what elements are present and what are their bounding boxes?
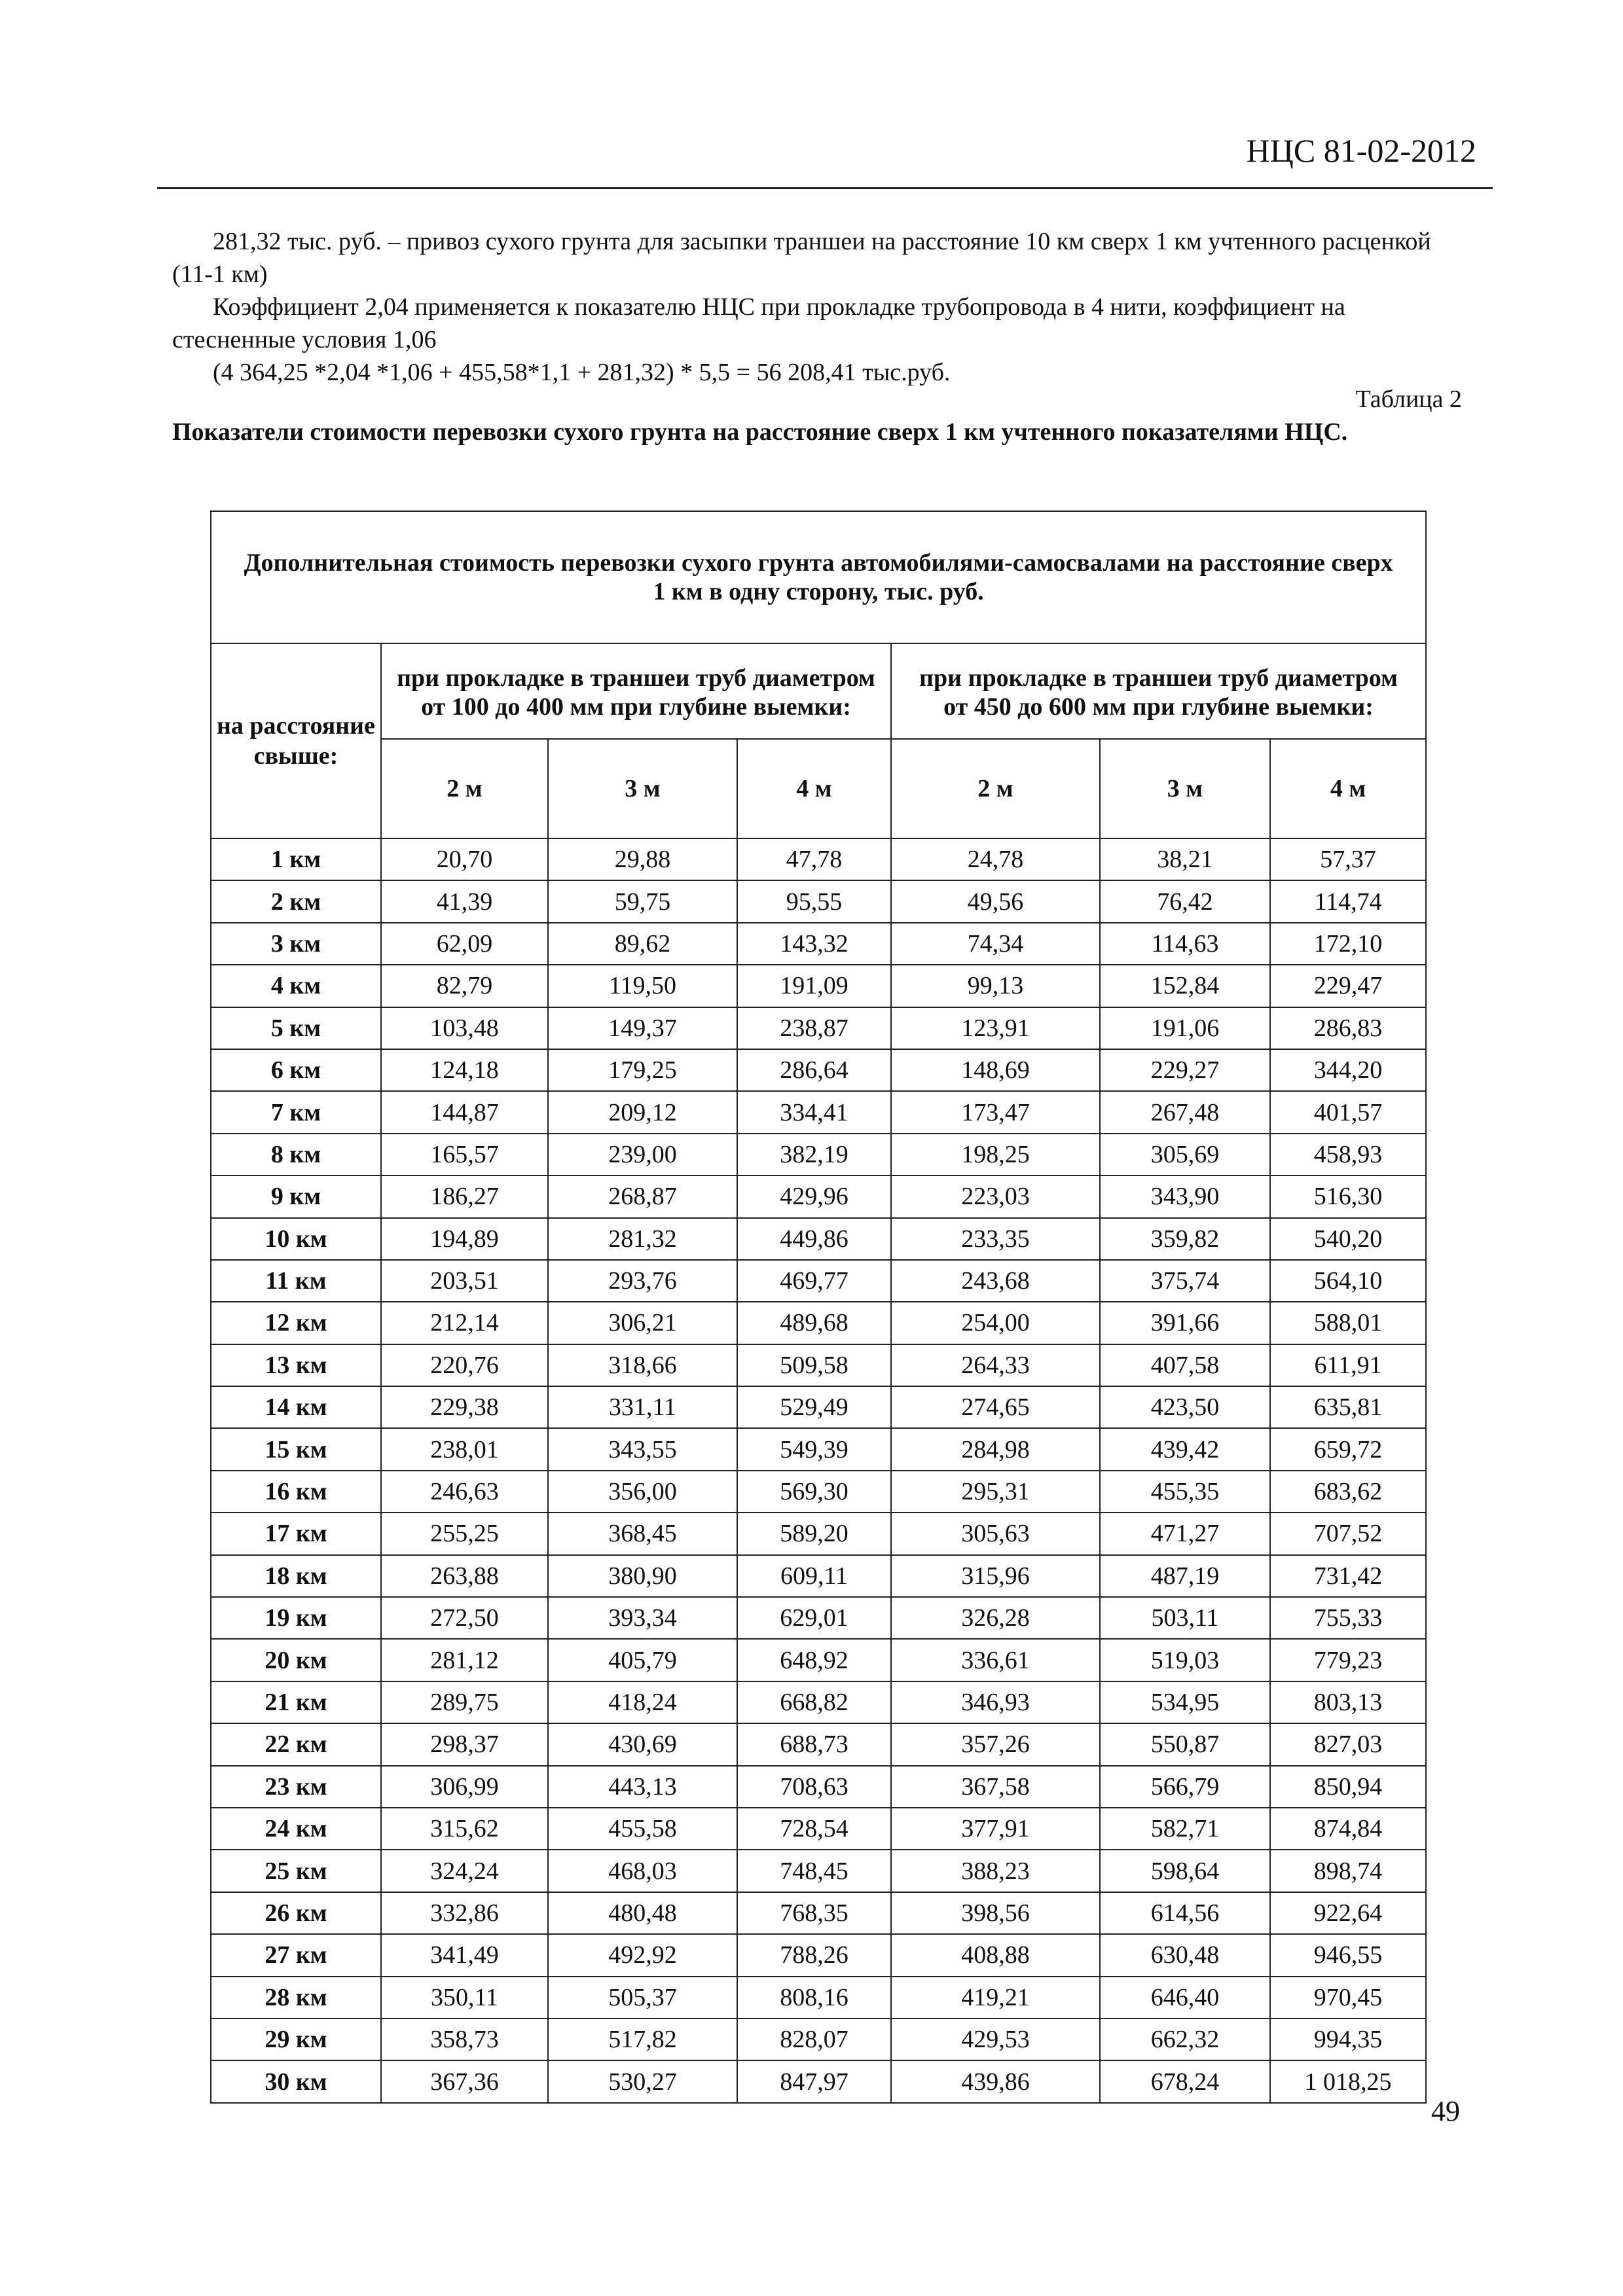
cost-cell: 289,75: [381, 1681, 548, 1723]
cost-cell: 614,56: [1100, 1892, 1270, 1934]
cost-cell: 144,87: [381, 1091, 548, 1133]
cost-cell: 254,00: [891, 1302, 1100, 1344]
cost-cell: 646,40: [1100, 1977, 1270, 2018]
cost-cell: 503,11: [1100, 1597, 1270, 1639]
cost-cell: 149,37: [548, 1007, 737, 1049]
cost-cell: 850,94: [1270, 1766, 1426, 1808]
distance-cell: 18 км: [211, 1555, 381, 1597]
cost-cell: 238,87: [737, 1007, 891, 1049]
cost-cell: 318,66: [548, 1344, 737, 1386]
table-row: [211, 1218, 1426, 1260]
cost-cell: 229,47: [1270, 965, 1426, 1007]
cost-cell: 357,26: [891, 1723, 1100, 1765]
cost-cell: 114,63: [1100, 923, 1270, 965]
cost-cell: 82,79: [381, 965, 548, 1007]
cost-cell: 748,45: [737, 1850, 891, 1892]
cost-cell: 350,11: [381, 1977, 548, 2018]
cost-cell: 47,78: [737, 838, 891, 880]
cost-cell: 480,48: [548, 1892, 737, 1934]
cost-cell: 419,21: [891, 1977, 1100, 2018]
table-row: [211, 1175, 1426, 1217]
cost-cell: 405,79: [548, 1639, 737, 1681]
table-number: Таблица 2: [1355, 386, 1462, 413]
cost-cell: 238,01: [381, 1428, 548, 1470]
distance-cell: 14 км: [211, 1386, 381, 1428]
cost-cell: 455,35: [1100, 1471, 1270, 1513]
cost-cell: 549,39: [737, 1428, 891, 1470]
distance-cell: 29 км: [211, 2018, 381, 2060]
table-row: [211, 1471, 1426, 1513]
cost-cell: 179,25: [548, 1049, 737, 1091]
cost-cell: 443,13: [548, 1766, 737, 1808]
table-row: [211, 1428, 1426, 1470]
cost-cell: 264,33: [891, 1344, 1100, 1386]
distance-cell: 11 км: [211, 1260, 381, 1302]
cost-cell: 367,58: [891, 1766, 1100, 1808]
cost-cell: 284,98: [891, 1428, 1100, 1470]
cost-cell: 76,42: [1100, 880, 1270, 922]
table-row: [211, 1681, 1426, 1723]
cost-cell: 429,53: [891, 2018, 1100, 2060]
distance-cell: 21 км: [211, 1681, 381, 1723]
distance-cell: 27 км: [211, 1934, 381, 1976]
group-header-450-600: при прокладке в траншеи труб диаметром от 450 до 600 мм при глубине выемки:: [891, 643, 1426, 739]
cost-cell: 148,69: [891, 1049, 1100, 1091]
cost-cell: 62,09: [381, 923, 548, 965]
cost-cell: 255,25: [381, 1513, 548, 1554]
cost-cell: 286,83: [1270, 1007, 1426, 1049]
cost-cell: 659,72: [1270, 1428, 1426, 1470]
page-number: 49: [1431, 2095, 1460, 2127]
cost-cell: 99,13: [891, 965, 1100, 1007]
cost-cell: 808,16: [737, 1977, 891, 2018]
table-row: [211, 880, 1426, 922]
cost-cell: 635,81: [1270, 1386, 1426, 1428]
cost-cell: 382,19: [737, 1134, 891, 1175]
cost-cell: 408,88: [891, 1934, 1100, 1976]
cost-cell: 509,58: [737, 1344, 891, 1386]
distance-cell: 1 км: [211, 838, 381, 880]
cost-cell: 534,95: [1100, 1681, 1270, 1723]
cost-cell: 611,91: [1270, 1344, 1426, 1386]
depth-header: 3 м: [548, 739, 737, 838]
cost-cell: 519,03: [1100, 1639, 1270, 1681]
cost-cell: 194,89: [381, 1218, 548, 1260]
cost-cell: 293,76: [548, 1260, 737, 1302]
cost-cell: 668,82: [737, 1681, 891, 1723]
cost-cell: 239,00: [548, 1134, 737, 1175]
intro-text: [172, 225, 1462, 389]
cost-cell: 874,84: [1270, 1808, 1426, 1850]
table-row: [211, 1260, 1426, 1302]
distance-cell: 25 км: [211, 1850, 381, 1892]
cost-cell: 367,36: [381, 2060, 548, 2102]
cost-cell: 243,68: [891, 1260, 1100, 1302]
table-row: [211, 2060, 1426, 2102]
cost-cell: 529,49: [737, 1386, 891, 1428]
cost-cell: 95,55: [737, 880, 891, 922]
table-row: [211, 1808, 1426, 1850]
cost-cell: 358,73: [381, 2018, 548, 2060]
cost-cell: 828,07: [737, 2018, 891, 2060]
cost-cell: 566,79: [1100, 1766, 1270, 1808]
cost-cell: 401,57: [1270, 1091, 1426, 1133]
cost-cell: 418,24: [548, 1681, 737, 1723]
cost-cell: 505,37: [548, 1977, 737, 2018]
cost-cell: 119,50: [548, 965, 737, 1007]
cost-cell: 439,42: [1100, 1428, 1270, 1470]
cost-cell: 295,31: [891, 1471, 1100, 1513]
cost-cell: 728,54: [737, 1808, 891, 1850]
cost-cell: 788,26: [737, 1934, 891, 1976]
document-code: НЦС 81-02-2012: [1246, 132, 1476, 169]
cost-table: [210, 511, 1427, 2104]
cost-cell: 343,90: [1100, 1175, 1270, 1217]
table-row: [211, 965, 1426, 1007]
table-body: [211, 838, 1426, 2103]
cost-cell: 492,92: [548, 1934, 737, 1976]
cost-cell: 74,34: [891, 923, 1100, 965]
cost-cell: 59,75: [548, 880, 737, 922]
cost-cell: 898,74: [1270, 1850, 1426, 1892]
depth-header: 4 м: [737, 739, 891, 838]
cost-cell: 315,96: [891, 1555, 1100, 1597]
distance-cell: 6 км: [211, 1049, 381, 1091]
cost-cell: 550,87: [1100, 1723, 1270, 1765]
cost-cell: 123,91: [891, 1007, 1100, 1049]
distance-cell: 24 км: [211, 1808, 381, 1850]
cost-cell: 191,06: [1100, 1007, 1270, 1049]
cost-cell: 375,74: [1100, 1260, 1270, 1302]
cost-cell: 305,69: [1100, 1134, 1270, 1175]
cost-cell: 368,45: [548, 1513, 737, 1554]
depth-header: 3 м: [1100, 739, 1270, 838]
cost-cell: 57,37: [1270, 838, 1426, 880]
table-row: [211, 1723, 1426, 1765]
table-row: [211, 1892, 1426, 1934]
distance-cell: 4 км: [211, 965, 381, 1007]
cost-cell: 24,78: [891, 838, 1100, 880]
cost-cell: 114,74: [1270, 880, 1426, 922]
header-rule: [157, 187, 1493, 189]
cost-cell: 827,03: [1270, 1723, 1426, 1765]
cost-cell: 582,71: [1100, 1808, 1270, 1850]
cost-cell: 306,99: [381, 1766, 548, 1808]
cost-cell: 49,56: [891, 880, 1100, 922]
cost-cell: 731,42: [1270, 1555, 1426, 1597]
cost-cell: 516,30: [1270, 1175, 1426, 1217]
distance-column-header: на расстояние свыше:: [211, 643, 381, 838]
cost-cell: 281,32: [548, 1218, 737, 1260]
distance-cell: 26 км: [211, 1892, 381, 1934]
distance-cell: 7 км: [211, 1091, 381, 1133]
cost-cell: 198,25: [891, 1134, 1100, 1175]
cost-cell: 439,86: [891, 2060, 1100, 2102]
distance-cell: 15 км: [211, 1428, 381, 1470]
cost-cell: 469,77: [737, 1260, 891, 1302]
table-row: [211, 1344, 1426, 1386]
depth-header: 2 м: [891, 739, 1100, 838]
cost-cell: 191,09: [737, 965, 891, 1007]
cost-cell: 530,27: [548, 2060, 737, 2102]
table-row: [211, 1302, 1426, 1344]
cost-cell: 103,48: [381, 1007, 548, 1049]
cost-cell: 29,88: [548, 838, 737, 880]
cost-cell: 922,64: [1270, 1892, 1426, 1934]
table-row: [211, 923, 1426, 965]
table-row: [211, 1766, 1426, 1808]
cost-cell: 471,27: [1100, 1513, 1270, 1554]
cost-cell: 172,10: [1270, 923, 1426, 965]
table-row: [211, 2018, 1426, 2060]
cost-cell: 564,10: [1270, 1260, 1426, 1302]
cost-cell: 263,88: [381, 1555, 548, 1597]
cost-cell: 407,58: [1100, 1344, 1270, 1386]
distance-cell: 9 км: [211, 1175, 381, 1217]
cost-cell: 152,84: [1100, 965, 1270, 1007]
cost-cell: 233,35: [891, 1218, 1100, 1260]
cost-cell: 41,39: [381, 880, 548, 922]
cost-cell: 429,96: [737, 1175, 891, 1217]
table-row: [211, 1639, 1426, 1681]
cost-cell: 173,47: [891, 1091, 1100, 1133]
distance-cell: 22 км: [211, 1723, 381, 1765]
distance-cell: 13 км: [211, 1344, 381, 1386]
distance-cell: 8 км: [211, 1134, 381, 1175]
cost-cell: 89,62: [548, 923, 737, 965]
cost-cell: 458,93: [1270, 1134, 1426, 1175]
cost-cell: 344,20: [1270, 1049, 1426, 1091]
cost-cell: 377,91: [891, 1808, 1100, 1850]
cost-cell: 630,48: [1100, 1934, 1270, 1976]
cost-cell: 143,32: [737, 923, 891, 965]
cost-cell: 274,65: [891, 1386, 1100, 1428]
cost-cell: 246,63: [381, 1471, 548, 1513]
cost-cell: 708,63: [737, 1766, 891, 1808]
cost-cell: 281,12: [381, 1639, 548, 1681]
depth-header: 2 м: [381, 739, 548, 838]
cost-cell: 334,41: [737, 1091, 891, 1133]
table-row: [211, 1850, 1426, 1892]
cost-cell: 186,27: [381, 1175, 548, 1217]
cost-cell: 212,14: [381, 1302, 548, 1344]
depth-header: 4 м: [1270, 739, 1426, 838]
cost-cell: 267,48: [1100, 1091, 1270, 1133]
distance-cell: 16 км: [211, 1471, 381, 1513]
cost-cell: 779,23: [1270, 1639, 1426, 1681]
intro-formula: (4 364,25 *2,04 *1,06 + 455,58*1,1 + 281,32) * 5,5 = 56 208,41 тыс.руб.: [213, 359, 951, 386]
table-row: [211, 838, 1426, 880]
group-header-100-400: при прокладке в траншеи труб диаметром от 100 до 400 мм при глубине выемки:: [381, 643, 891, 739]
cost-cell: 38,21: [1100, 838, 1270, 880]
table-row: [211, 1049, 1426, 1091]
distance-cell: 23 км: [211, 1766, 381, 1808]
table-row: [211, 1934, 1426, 1976]
distance-cell: 10 км: [211, 1218, 381, 1260]
cost-cell: 598,64: [1100, 1850, 1270, 1892]
table-row: [211, 1386, 1426, 1428]
cost-cell: 468,03: [548, 1850, 737, 1892]
cost-cell: 803,13: [1270, 1681, 1426, 1723]
cost-cell: 229,38: [381, 1386, 548, 1428]
cost-cell: 629,01: [737, 1597, 891, 1639]
cost-cell: 343,55: [548, 1428, 737, 1470]
cost-cell: 589,20: [737, 1513, 891, 1554]
cost-cell: 306,21: [548, 1302, 737, 1344]
cost-cell: 1 018,25: [1270, 2060, 1426, 2102]
cost-cell: 588,01: [1270, 1302, 1426, 1344]
cost-cell: 678,24: [1100, 2060, 1270, 2102]
distance-cell: 19 км: [211, 1597, 381, 1639]
distance-cell: 20 км: [211, 1639, 381, 1681]
cost-cell: 391,66: [1100, 1302, 1270, 1344]
cost-cell: 272,50: [381, 1597, 548, 1639]
cost-cell: 569,30: [737, 1471, 891, 1513]
cost-cell: 388,23: [891, 1850, 1100, 1892]
cost-cell: 946,55: [1270, 1934, 1426, 1976]
cost-cell: 662,32: [1100, 2018, 1270, 2060]
cost-cell: 223,03: [891, 1175, 1100, 1217]
cost-cell: 356,00: [548, 1471, 737, 1513]
cost-cell: 380,90: [548, 1555, 737, 1597]
cost-cell: 707,52: [1270, 1513, 1426, 1554]
table-row: [211, 1513, 1426, 1554]
cost-cell: 268,87: [548, 1175, 737, 1217]
cost-cell: 326,28: [891, 1597, 1100, 1639]
cost-cell: 847,97: [737, 2060, 891, 2102]
cost-cell: 398,56: [891, 1892, 1100, 1934]
table-title: Показатели стоимости перевозки сухого грунта на расстояние сверх 1 км учтенного показателями НЦС.: [172, 418, 1348, 446]
table-row: [211, 1597, 1426, 1639]
cost-cell: 165,57: [381, 1134, 548, 1175]
cost-cell: 487,19: [1100, 1555, 1270, 1597]
cost-cell: 648,92: [737, 1639, 891, 1681]
distance-cell: 5 км: [211, 1007, 381, 1049]
cost-cell: 209,12: [548, 1091, 737, 1133]
table-row: [211, 1091, 1426, 1133]
cost-cell: 683,62: [1270, 1471, 1426, 1513]
cost-cell: 336,61: [891, 1639, 1100, 1681]
cost-cell: 517,82: [548, 2018, 737, 2060]
distance-cell: 30 км: [211, 2060, 381, 2102]
table-caption: Дополнительная стоимость перевозки сухого грунта автомобилями-самосвалами на расстояние сверх 1 км в одну сторону, тыс. руб.: [211, 511, 1426, 643]
cost-cell: 315,62: [381, 1808, 548, 1850]
table-row: [211, 1007, 1426, 1049]
cost-cell: 768,35: [737, 1892, 891, 1934]
cost-cell: 346,93: [891, 1681, 1100, 1723]
cost-cell: 688,73: [737, 1723, 891, 1765]
cost-cell: 220,76: [381, 1344, 548, 1386]
cost-cell: 455,58: [548, 1808, 737, 1850]
cost-cell: 203,51: [381, 1260, 548, 1302]
cost-cell: 449,86: [737, 1218, 891, 1260]
distance-cell: 2 км: [211, 880, 381, 922]
distance-cell: 3 км: [211, 923, 381, 965]
cost-cell: 755,33: [1270, 1597, 1426, 1639]
cost-cell: 540,20: [1270, 1218, 1426, 1260]
table-row: [211, 1134, 1426, 1175]
cost-cell: 970,45: [1270, 1977, 1426, 2018]
cost-cell: 393,34: [548, 1597, 737, 1639]
cost-cell: 341,49: [381, 1934, 548, 1976]
cost-cell: 359,82: [1100, 1218, 1270, 1260]
cost-cell: 324,24: [381, 1850, 548, 1892]
distance-cell: 28 км: [211, 1977, 381, 2018]
cost-cell: 332,86: [381, 1892, 548, 1934]
cost-cell: 124,18: [381, 1049, 548, 1091]
cost-cell: 286,64: [737, 1049, 891, 1091]
cost-cell: 489,68: [737, 1302, 891, 1344]
table-row: [211, 1555, 1426, 1597]
intro-line-coefficient: Коэффициент 2,04 применяется к показателю НЦС при прокладке трубопровода в 4 нити, коэффициент на стесненные условия 1,06: [172, 293, 1345, 353]
cost-cell: 331,11: [548, 1386, 737, 1428]
cost-cell: 298,37: [381, 1723, 548, 1765]
intro-line-transport: 281,32 тыс. руб. – привоз сухого грунта для засыпки траншеи на расстояние 10 км сверх 1 км учтенного расценкой (11-1 км): [172, 228, 1431, 288]
cost-cell: 609,11: [737, 1555, 891, 1597]
cost-cell: 994,35: [1270, 2018, 1426, 2060]
table-row: [211, 1977, 1426, 2018]
cost-cell: 430,69: [548, 1723, 737, 1765]
distance-cell: 12 км: [211, 1302, 381, 1344]
cost-cell: 305,63: [891, 1513, 1100, 1554]
cost-cell: 423,50: [1100, 1386, 1270, 1428]
cost-cell: 20,70: [381, 838, 548, 880]
cost-cell: 229,27: [1100, 1049, 1270, 1091]
distance-cell: 17 км: [211, 1513, 381, 1554]
